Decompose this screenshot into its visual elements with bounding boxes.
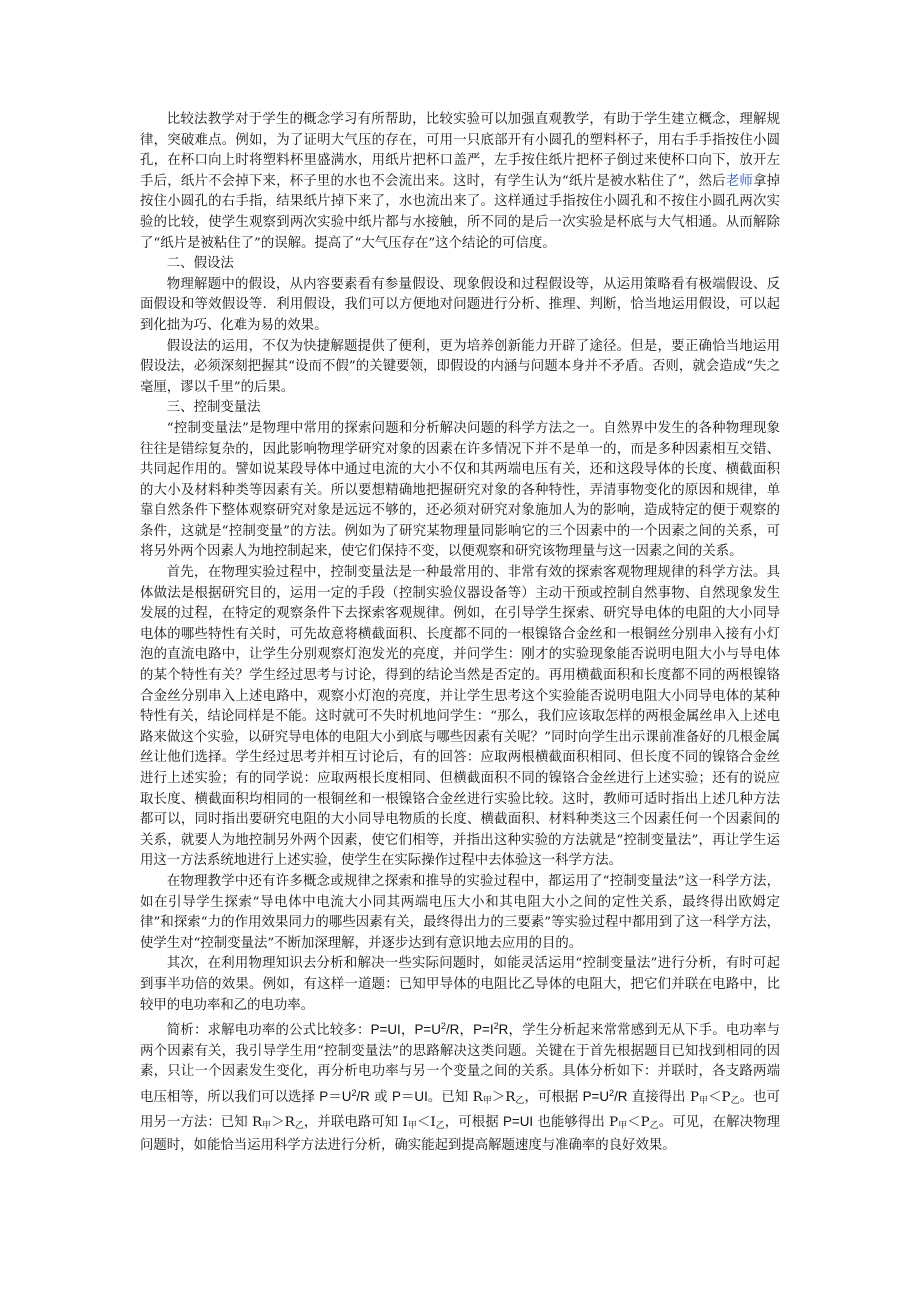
analysis-text: 简析：求解电功率的公式比较多： — [166, 1023, 371, 1039]
subscript-yi: 乙 — [730, 1095, 740, 1106]
paragraph-analysis — [140, 1016, 780, 1157]
paragraph-comparison-method — [140, 110, 780, 254]
paragraph-control-variable-teaching: 在物理教学中还有许多概念或规律之探索和推导的实验过程中，都运用了“控制变量法”这一科学方法，如在引导学生探索“导电体中电流大小同其两端电压大小和其电阻大小之间的定性关系，最终得出欧姆定律”和探索“力的作用效果同力的哪些因素有关，最终得出力的三要素”等实验过程中都用到了这一科学方法，使学生对“控制变量法”不断加深理解，并逐步达到有意识地去应用的目的。 — [140, 873, 780, 951]
paragraph-text: 拿掉按住小圆孔的右手指，结果纸片掉下来了，水也流出来了。这样通过手指按住小圆孔和不按住小圆孔两次实验的比较，使学生观察到两次实验中纸片都与水接触，所不同的是后一次实验是杯底与大气相通。从而解除了“纸片是被粘住了”的误解。提高了“大气压存在”这个结论的可信度。 — [140, 173, 781, 251]
analysis-text: 。也可用另一方法：已知 R — [140, 1089, 780, 1130]
formula-ui: P＝UI — [391, 1088, 428, 1104]
formula-text: /R，P=I — [445, 1022, 494, 1038]
analysis-text: 也能够得出 P — [533, 1114, 619, 1130]
analysis-text: 直接得出 P — [627, 1089, 699, 1105]
formula-text: P=U — [582, 1088, 610, 1104]
paragraph-control-variable-experiment: 首先，在物理实验过程中，控制变量法是一种最常用的、非常有效的探索客观物理规律的科学方法。具体做法是根据研究目的，运用一定的手段（控制实验仪器设备等）主动干预或控制自然事物、自然现象发生发展的过程，在特定的观察条件下去探索客观规律。例如，在引导学生探索、研究导电体的电阻的大小同导电体的哪些特性有关时，可先故意将横截面积、长度都不同的一根镍铬合金丝和一根铜丝分别串入接有小灯泡的直流电路中，让学生分别观察灯泡发光的亮度，并问学生：刚才的实验现象能否说明电阻大小与导电体的某个特性有关？学生经过思考与讨论，得到的结论当然是否定的。再用横截面积和长度都不同的两根镍铬合金丝分别串入上述电路中，观察小灯泡的亮度，并让学生思考这个实验能否说明电阻大小同导电体的某种特性有关，结论同样是不能。这时就可不失时机地问学生：“那么，我们应该取怎样的两根金属丝串入上述电路来做这个实验，以研究导电体的电阻大小到底与哪些因素有关呢？”同时向学生出示课前准备好的几根金属丝让他们选择。学生经过思考并相互讨论后，有的回答：应取两根横截面积相同、但长度不同的镍铬合金丝进行上述实验；有的同学说：应取两根长度相同、但横截面积不同的镍铬合金丝进行上述实验；还有的说应取长度、横截面积均相同的一根铜丝和一根镍铬合金丝进行实验比较。这时，教师可适时指出上述几种方法都可以，同时指出要研究电阻的大小同导电物质的长度、横截面积、材料种类这三个因素任何一个因素间的关系，就要人为地控制另外两个因素，使它们相等，并指出这种实验的方法就是“控制变量法”，再让学生运用这一方法系统地进行上述实验，使学生在实际操作过程中去体验这一科学方法。 — [140, 565, 780, 869]
paragraph-hypothesis-1: 物理解题中的假设，从内容要素看有参量假设、现象假设和过程假设等，从运用策略看有极端假设、反面假设和等效假设等．利用假设，我们可以方便地对问题进行分析、推理、判断，恰当地运用假设，可以起到化拙为巧、化难为易的效果。 — [140, 276, 780, 333]
document-body — [140, 110, 780, 1157]
paragraph-control-variable-intro: “控制变量法”是物理中常用的探索问题和分析解决问题的科学方法之一。自然界中发生的各种物理现象往往是错综复杂的，因此影响物理学研究对象的因素在许多情况下并不是单一的，而是多种因素相互交错、共同起作用的。譬如说某段导体中通过电流的大小不仅和其两端电压有关，还和这段导体的长度、横截面积的大小及材料种类等因素有关。所以要想精确地把握研究对象的各种特性，弄清事物变化的原因和规律，单靠自然条件下整体观察研究对象是远远不够的，还必须对研究对象施加人为的影响，造成特定的便于观察的条件，这就是“控制变量”的方法。例如为了研究某物理量同影响它的三个因素中的一个因素之间的关系，可将另外两个因素人为地控制起来，使它们保持不变，以便观察和研究该物理量与这一因素之间的关系。 — [140, 420, 780, 560]
section-heading-control-variable: 三、控制变量法 — [166, 400, 261, 416]
paragraph-hypothesis-2: 假设法的运用，不仅为快捷解题提供了便利，更为培养创新能力开辟了途径。但是，要正确恰当地运用假设法，必须深刻把握其“设而不假”的关键要领，即假设的内涵与问题本身并不矛盾。否则，就会造成“失之毫厘，谬以千里”的后果。 — [140, 338, 780, 395]
analysis-text: ＜P — [627, 1114, 650, 1130]
analysis-text: ＜P — [708, 1089, 731, 1105]
subscript-yi: 乙 — [294, 1120, 304, 1131]
subscript-yi: 乙 — [435, 1120, 445, 1131]
superscript: 2 — [609, 1087, 615, 1098]
analysis-text: ，并联电路可知 I — [303, 1114, 408, 1130]
superscript: 2 — [351, 1087, 357, 1098]
formula-text: P＝U — [319, 1088, 352, 1104]
analysis-text: 或 — [369, 1089, 392, 1105]
formula-u2r — [319, 1089, 370, 1104]
subscript-jia: 甲 — [698, 1095, 709, 1106]
formula-ui: P=UI — [502, 1113, 534, 1129]
formula-u2r — [583, 1089, 628, 1104]
analysis-text: 。已知 R — [427, 1089, 483, 1105]
power-formulas — [371, 1022, 522, 1037]
superscript: 2 — [440, 1021, 446, 1032]
formula-text: R， — [498, 1022, 523, 1038]
analysis-text: ＞R — [491, 1089, 516, 1105]
analysis-text: ，可根据 — [444, 1114, 503, 1130]
section-heading-hypothesis: 二、假设法 — [166, 256, 234, 272]
analysis-text: 学生分析起来常常感到无从下手。电功率与两个因素有关，我引导学生用“控制变量法”的思路解决这类问题。关键在于首先根据题目已知找到相同的因素，只让一个因素发生变化，再分析电功率与另一个变量之间的关系。具体分析如下：并联时，各支路两端电压相等，所以我们可以选择 — [140, 1023, 780, 1105]
analysis-text: ＜I — [416, 1114, 436, 1130]
subscript-yi: 乙 — [515, 1095, 525, 1106]
formula-text: /R — [356, 1088, 370, 1104]
formula-text: P=UI，P=U — [370, 1022, 441, 1038]
subscript-yi: 乙 — [649, 1120, 659, 1131]
subscript-jia: 甲 — [407, 1120, 417, 1131]
subscript-jia: 甲 — [618, 1120, 628, 1131]
superscript: 2 — [493, 1021, 499, 1032]
paragraph-text: 比较法教学对于学生的概念学习有所帮助，比较实验可以加强直观教学，有助于学生建立概念，理解规律，突破难点。例如，为了证明大气压的存在，可用一只底部开有小圆孔的塑料杯子，用右手手指按住小圆孔，在杯口向上时将塑料杯里盛满水，用纸片把杯口盖严，左手按住纸片把杯子倒过来使杯口向下，放开左手后，纸片不会掉下来，杯子里的水也不会流出来。这时，有学生认为“纸片是被水粘住了”，然后 — [140, 112, 780, 189]
analysis-text: ，可根据 — [524, 1089, 583, 1105]
analysis-text: 。可见，在解决物理问题时，如能恰当运用科学方法进行分析，确实能起到提高解题速度与准确率的良好效果。 — [140, 1114, 780, 1154]
subscript-jia: 甲 — [482, 1095, 492, 1106]
teacher-link[interactable]: 老师 — [725, 173, 753, 189]
analysis-text: ＞R — [271, 1114, 295, 1130]
subscript-jia: 甲 — [262, 1120, 272, 1131]
paragraph-control-variable-problem: 其次，在利用物理知识去分析和解决一些实际问题时，如能灵活运用“控制变量法”进行分析，有时可起到事半功倍的效果。例如，有这样一道题：已知甲导体的电阻比乙导体的电阻大，把它们并联在电路中，比较甲的电功率和乙的电功率。 — [140, 956, 780, 1013]
formula-text: /R — [614, 1088, 628, 1104]
